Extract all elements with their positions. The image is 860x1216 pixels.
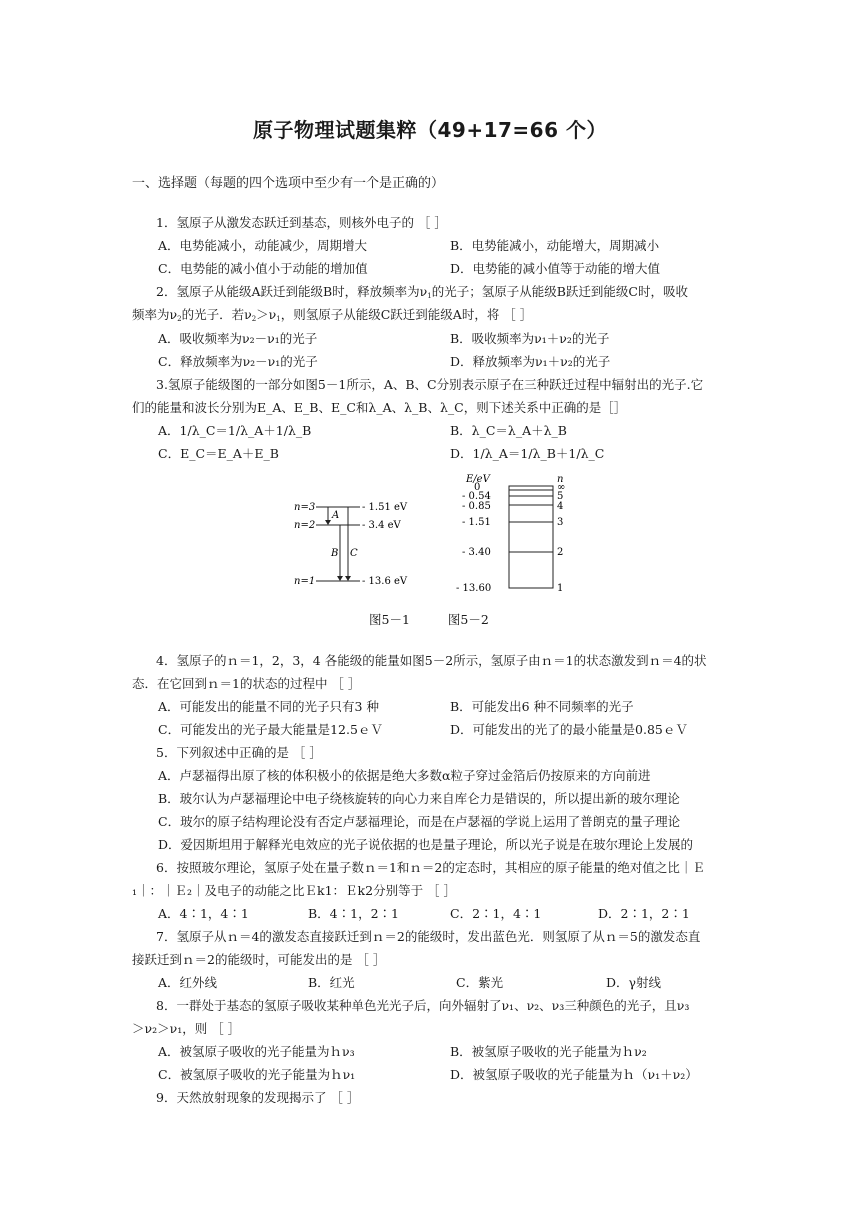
question-7-option-b: B．红光: [308, 975, 355, 990]
section-heading: 一、选择题（每题的四个选项中至少有一个是正确的）: [132, 176, 445, 191]
question-6-stem-line2: ₁｜：｜Ｅ₂｜及电子的动能之比Ｅk1：Ｅk2分别等于 ［ ］: [132, 883, 457, 898]
question-8-stem-line1: 8．一群处于基态的氢原子吸收某种单色光光子后，向外辐射了ν₁、ν₂、ν₃三种颜色的光子，且ν₃: [156, 998, 690, 1013]
question-4-option-c: C．可能发出的光子最大能量是12.5ｅＶ: [158, 722, 383, 737]
question-7-stem-line2: 接跃迁到ｎ＝2的能级时，可能发出的是 ［ ］: [132, 952, 386, 967]
question-4-option-b: B．可能发出6 种不同频率的光子: [450, 699, 634, 714]
question-3-option-b: B．λ_C＝λ_A＋λ_B: [450, 423, 567, 438]
fig1-energy-n2: - 3.4 eV: [362, 520, 401, 531]
question-1-option-a: A．电势能减小，动能减少，周期增大: [158, 238, 368, 253]
question-3-stem-line1: 3.氢原子能级图的一部分如图5－1所示，A、B、C分别表示原子在三种跃迁过程中辐射出的光子.它: [156, 377, 704, 392]
question-2-option-c: C．释放频率为ν₂－ν₁的光子: [158, 354, 318, 369]
fig2-axis-label: E/eV: [466, 474, 490, 485]
question-6-option-a: A．4∶1，4∶1: [158, 906, 249, 921]
fig2-energy-1: - 13.60: [456, 583, 492, 594]
fig1-transition-c: C: [350, 548, 358, 559]
fig2-n-label: n: [557, 474, 564, 485]
question-4-stem-line2: 态．在它回到ｎ＝1的状态的过程中 ［ ］: [132, 676, 361, 691]
fig1-level-n3: n=3: [294, 502, 316, 513]
question-6-option-d: D．2∶1，2∶1: [598, 906, 690, 921]
figure-5-2-energy-diagram: [446, 468, 586, 594]
question-4-option-a: A．可能发出的能量不同的光子只有3 种: [158, 699, 379, 714]
fig2-n-1: 1: [557, 583, 564, 594]
fig2-n-inf: ∞: [557, 482, 566, 493]
caption-fig-5-2: 图5－2: [447, 612, 489, 627]
fig2-n-4: 4: [557, 501, 564, 512]
question-5-option-d: D．爱因斯坦用于解释光电效应的光子说依据的也是量子理论，所以光子说是在玻尔理论上发展的: [158, 837, 694, 852]
question-8-option-c: C．被氢原子吸收的光子能量为ｈν₁: [158, 1067, 356, 1082]
question-4-option-d: D．可能发出的光了的最小能量是0.85ｅＶ: [450, 722, 688, 737]
question-7-option-a: A．红外线: [158, 975, 218, 990]
question-1-option-b: B．电势能减小，动能增大，周期减小: [450, 238, 660, 253]
question-5-stem: 5．下列叙述中正确的是 ［ ］: [156, 745, 322, 760]
question-1-stem: 1．氢原子从激发态跃迁到基态，则核外电子的 ［ ］: [156, 215, 447, 230]
question-3-option-d: D．1/λ_A＝1/λ_B＋1/λ_C: [450, 446, 605, 461]
question-6-option-c: C．2∶1，4∶1: [450, 906, 542, 921]
fig1-level-n2: n=2: [294, 520, 316, 531]
fig2-energy-2: - 3.40: [462, 547, 491, 558]
question-4-stem-line1: 4．氢原子的ｎ＝1，2，3，4 各能级的能量如图5－2所示，氢原子由ｎ＝1的状态激发到ｎ＝4的状: [156, 653, 707, 668]
fig2-energy-5: - 0.54: [462, 491, 491, 502]
question-8-option-d: D．被氢原子吸收的光子能量为ｈ（ν₁＋ν₂）: [450, 1067, 698, 1082]
question-8-stem-line2: ＞ν₂＞ν₁，则 ［ ］: [132, 1021, 241, 1036]
question-2-option-b: B．吸收频率为ν₁＋ν₂的光子: [450, 331, 610, 346]
page-title: 原子物理试题集粹（49+17=66 个）: [253, 118, 607, 142]
question-3-option-c: C．E_C＝E_A＋E_B: [158, 446, 279, 461]
fig2-energy-3: - 1.51: [462, 517, 491, 528]
fig1-energy-n3: - 1.51 eV: [362, 502, 408, 513]
caption-fig-5-1: 图5－1: [369, 612, 410, 627]
question-5-option-a: A．卢瑟福得出原了核的体积极小的依据是绝大多数α粒子穿过金箔后仍按原来的方向前进: [158, 768, 651, 783]
fig2-n-3: 3: [557, 517, 564, 528]
question-8-option-b: B．被氢原子吸收的光子能量为ｈν₂: [450, 1044, 647, 1059]
fig2-n-2: 2: [557, 547, 564, 558]
fig1-transition-b: B: [331, 548, 339, 559]
question-2-option-a: A．吸收频率为ν₂－ν₁的光子: [158, 331, 318, 346]
question-8-option-a: A．被氢原子吸收的光子能量为ｈν₃: [158, 1044, 355, 1059]
question-1-option-d: D．电势能的减小值等于动能的增大值: [450, 261, 661, 276]
question-3-option-a: A．1/λ_C＝1/λ_A＋1/λ_B: [158, 423, 312, 438]
question-1-option-c: C．电势能的减小值小于动能的增加值: [158, 261, 368, 276]
question-7-stem-line1: 7．氢原子从ｎ＝4的激发态直接跃迁到ｎ＝2的能级时，发出蓝色光．则氢原了从ｎ＝5的激发态直: [156, 929, 701, 944]
question-9-stem: 9．天然放射现象的发现揭示了 ［ ］: [156, 1090, 360, 1105]
figure-captions: [369, 610, 489, 628]
question-2-stem-line2: 频率为$\nu_2$的光子．若$\nu_2>\nu_1$，则氢原子从能级C跃迁到能级A时，将 ［ ］: [132, 307, 533, 323]
question-6-option-b: B．4∶1，2∶1: [308, 906, 399, 921]
question-5-option-b: B．玻尔认为卢瑟福理论中电子绕核旋转的向心力来自库仑力是错误的，所以提出新的玻尔理论: [158, 791, 680, 806]
fig2-n-5: 5: [557, 491, 564, 502]
fig2-energy-inf: 0: [474, 482, 481, 493]
question-2-option-d: D．释放频率为ν₁＋ν₂的光子: [450, 354, 611, 369]
figure-5-1-energy-diagram: [290, 494, 430, 594]
question-7-option-c: C．紫光: [456, 975, 504, 990]
question-5-option-c: C．玻尔的原子结构理论没有否定卢瑟福理论，而是在卢瑟福的学说上运用了普朗克的量子理论: [158, 814, 681, 829]
fig1-transition-a: A: [332, 510, 340, 521]
question-6-stem-line1: 6．按照玻尔理论，氢原子处在量子数ｎ＝1和ｎ＝2的定态时，其相应的原子能量的绝对值之比｜Ｅ: [156, 860, 705, 875]
question-3-stem-line2: 们的能量和波长分别为E_A、E_B、E_C和λ_A、λ_B、λ_C，则下述关系中正确的是［］: [132, 400, 627, 415]
fig1-level-n1: n=1: [294, 576, 316, 587]
question-7-option-d: D．γ射线: [606, 975, 661, 990]
fig2-energy-4: - 0.85: [462, 501, 491, 512]
fig1-energy-n1: - 13.6 eV: [362, 576, 408, 587]
question-2-stem-line1: 2．氢原子从能级A跃迁到能级B时，释放频率为$\nu_1$的光子；氢原子从能级B跃迁到能级C时，吸收: [156, 284, 688, 300]
